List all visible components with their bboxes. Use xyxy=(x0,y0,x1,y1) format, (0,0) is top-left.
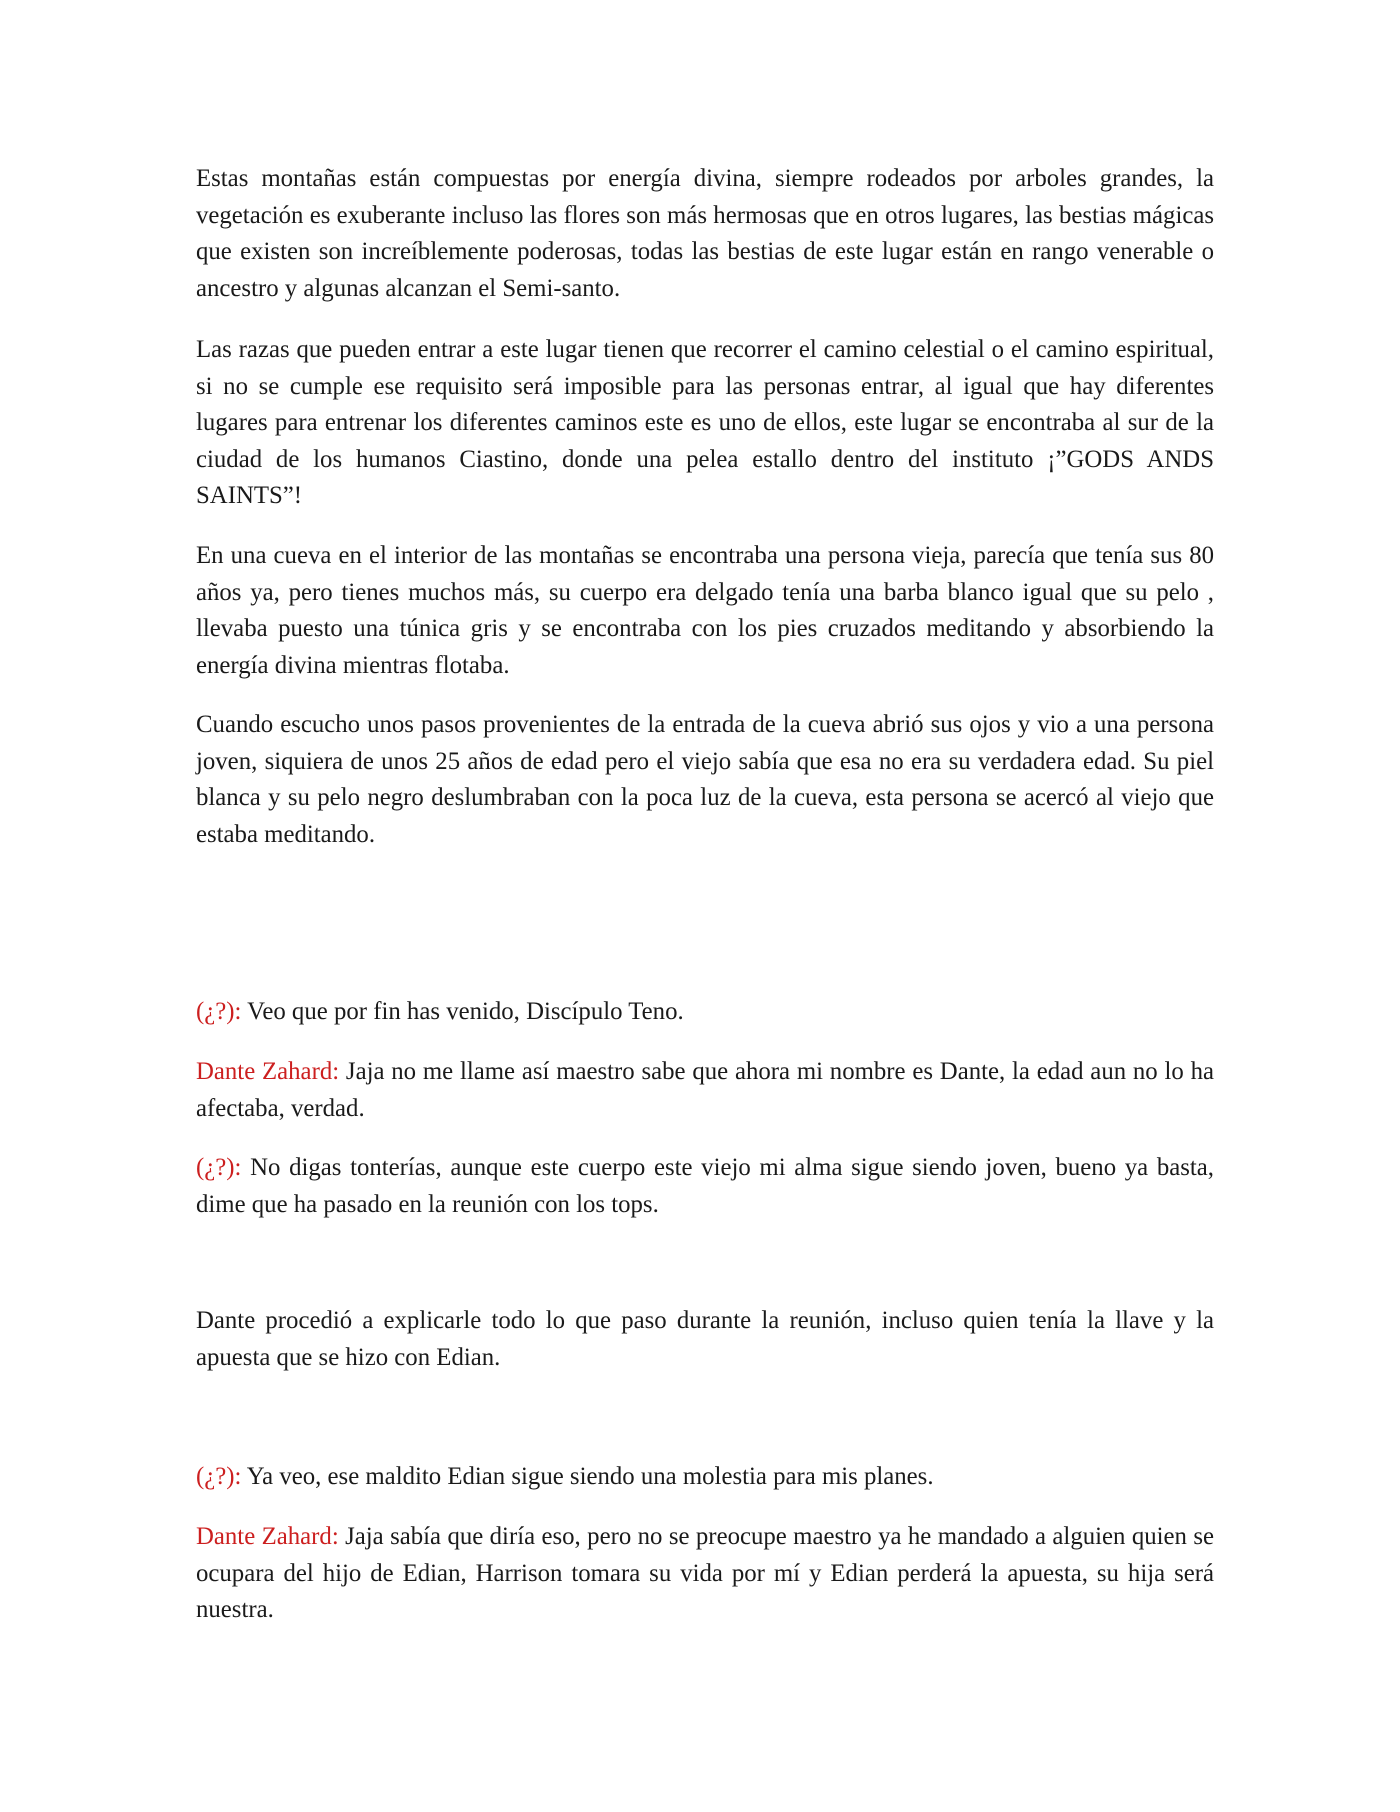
narration-text: Estas montañas están compuestas por energía divina, siempre rodeados por arboles grandes, la vegetación es exuberante incluso las flores son más hermosas que en otros lugares, las bestias mágicas que existen son increíblemente poderosas, todas las bestias de este lugar están en rango venerable o ancestro y algunas alcanzan el Semi-santo. xyxy=(196,165,1214,302)
dialogue-text: Jaja no me llame así maestro sabe que ahora mi nombre es Dante, la edad aun no lo ha afectaba, verdad. xyxy=(196,1058,1214,1122)
speaker-label: (¿?): xyxy=(196,998,242,1025)
dialogue-line-4 xyxy=(196,1459,1214,1496)
narration-paragraph-1 xyxy=(196,161,1214,307)
speaker-label: Dante Zahard: xyxy=(196,1058,340,1085)
narration-paragraph-2 xyxy=(196,332,1214,515)
dialogue-line-1 xyxy=(196,994,1214,1031)
narration-paragraph-3 xyxy=(196,538,1214,684)
narration-paragraph-5 xyxy=(196,1303,1214,1376)
speaker-label: (¿?): xyxy=(196,1154,242,1181)
speaker-label: (¿?): xyxy=(196,1463,242,1490)
narration-text: Las razas que pueden entrar a este lugar tienen que recorrer el camino celestial o el camino espiritual, si no se cumple ese requisito será imposible para las personas entrar, al igual que hay diferentes lugares para entrenar los diferentes caminos este es uno de ellos, este lugar se encontraba al sur de la ciudad de los humanos Ciastino, donde una pelea estallo dentro del instituto ¡”GODS ANDS SAINTS”! xyxy=(196,336,1214,509)
narration-text: Cuando escucho unos pasos provenientes de la entrada de la cueva abrió sus ojos y vio a una persona joven, siquiera de unos 25 años de edad pero el viejo sabía que esa no era su verdadera edad. Su piel blanca y su pelo negro deslumbraban con la poca luz de la cueva, esta persona se acercó al viejo que estaba meditando. xyxy=(196,711,1214,848)
dialogue-text: Ya veo, ese maldito Edian sigue siendo una molestia para mis planes. xyxy=(241,1463,934,1490)
narration-text: En una cueva en el interior de las montañas se encontraba una persona vieja, parecía que tenía sus 80 años ya, pero tienes muchos más, su cuerpo era delgado tenía una barba blanco igual que su pelo , llevaba puesto una túnica gris y se encontraba con los pies cruzados meditando y absorbiendo la energía divina mientras flotaba. xyxy=(196,542,1214,679)
dialogue-line-5 xyxy=(196,1519,1214,1629)
narration-paragraph-4 xyxy=(196,707,1214,853)
dialogue-text: No digas tonterías, aunque este cuerpo este viejo mi alma sigue siendo joven, bueno ya basta, dime que ha pasado en la reunión con los tops. xyxy=(196,1154,1214,1218)
dialogue-text: Veo que por fin has venido, Discípulo Teno. xyxy=(241,998,684,1025)
dialogue-line-3 xyxy=(196,1150,1214,1223)
narration-text: Dante procedió a explicarle todo lo que paso durante la reunión, incluso quien tenía la llave y la apuesta que se hizo con Edian. xyxy=(196,1307,1214,1371)
dialogue-line-2 xyxy=(196,1054,1214,1127)
dialogue-text: Jaja sabía que diría eso, pero no se preocupe maestro ya he mandado a alguien quien se ocupara del hijo de Edian, Harrison tomara su vida por mí y Edian perderá la apuesta, su hija será nuestra. xyxy=(196,1523,1214,1623)
speaker-label: Dante Zahard: xyxy=(196,1523,339,1550)
